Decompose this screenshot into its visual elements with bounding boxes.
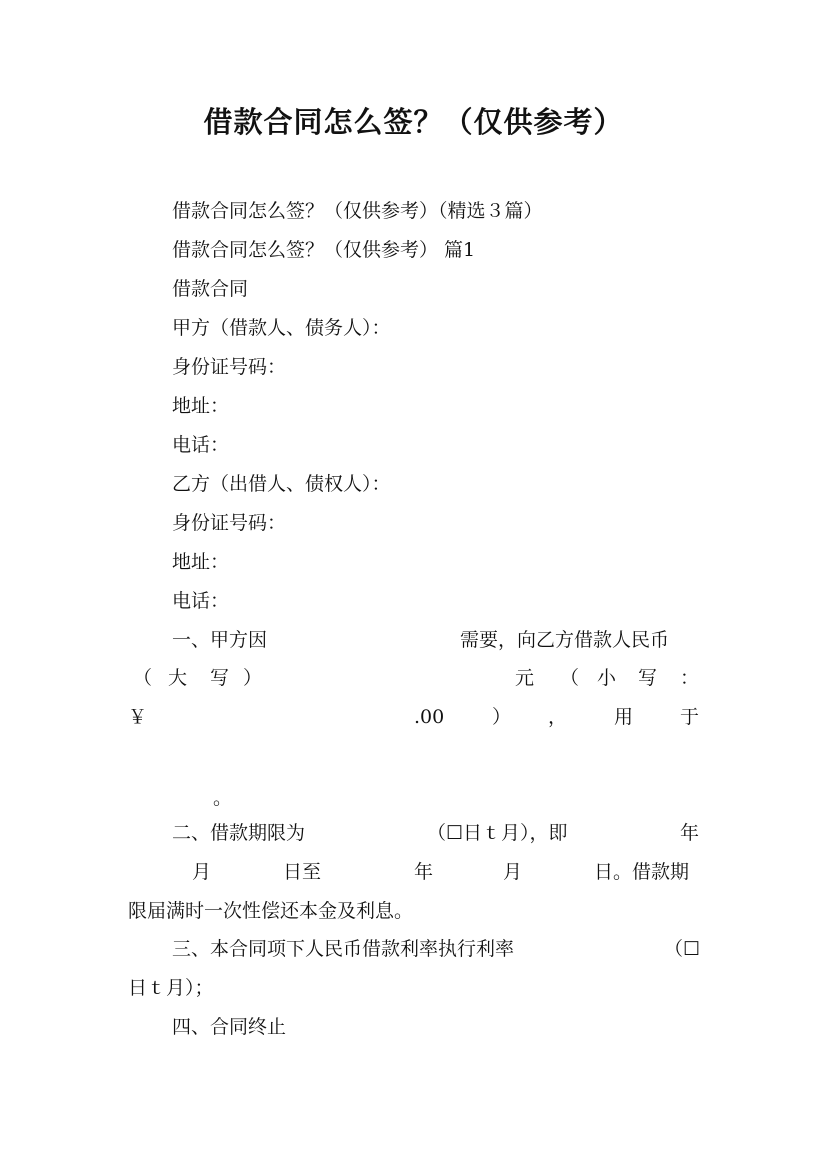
clause2-token: 日。借款期 (594, 861, 690, 883)
clause3-token: （☐ (664, 938, 701, 960)
clause3-end: 日ｔ月）； (128, 977, 214, 999)
clause1-token: 小 (597, 667, 617, 689)
clause4-heading: 四、合同终止 (172, 1016, 287, 1038)
clause2-token: 月 (192, 861, 212, 883)
party-a-label: 甲方（借款人、债务人）： (172, 317, 391, 339)
party-a-id-label: 身份证号码： (172, 356, 287, 378)
page-title: 借款合同怎么签？（仅供参考） (203, 105, 624, 139)
party-b-label: 乙方（出借人、债权人）： (172, 473, 391, 495)
clause1-token: 大 (168, 667, 188, 689)
party-b-address-label: 地址： (172, 551, 230, 573)
clause2-unit: （☐日ｔ月），即 (427, 822, 568, 844)
clause1-token: 写 (210, 667, 230, 689)
clause1-token: ） (492, 706, 512, 728)
clause2-end: 限届满时一次性偿还本金及利息。 (128, 900, 414, 922)
clause1-end: 。 (213, 787, 233, 809)
party-a-phone-label: 电话： (172, 434, 230, 456)
clause2-token: 月 (503, 861, 523, 883)
clause1-token: 于 (680, 706, 700, 728)
clause2-token: 日至 (283, 861, 322, 883)
clause2-token: 年 (414, 861, 434, 883)
clause1-token: （ (133, 667, 153, 689)
contract-name: 借款合同 (172, 278, 249, 300)
clause1-token: 用 (614, 706, 634, 728)
currency-symbol: ￥ (128, 706, 148, 728)
section-heading: 借款合同怎么签？（仅供参考） 篇1 (172, 239, 476, 261)
party-b-phone-label: 电话： (172, 590, 230, 612)
clause2-start: 二、借款期限为 (172, 822, 306, 844)
clause1-token: 元 (515, 667, 535, 689)
clause1-token: ， (548, 706, 568, 728)
party-a-address-label: 地址： (172, 395, 230, 417)
clause1-token: ） (243, 667, 263, 689)
party-b-id-label: 身份证号码： (172, 512, 287, 534)
clause1-purpose-text: 需要，向乙方借款人民币 (460, 629, 670, 651)
amount-decimal: .00 (414, 706, 445, 728)
clause3-start: 三、本合同项下人民币借款利率执行利率 (172, 938, 515, 960)
subtitle-line: 借款合同怎么签？（仅供参考）（精选３篇） (172, 200, 543, 222)
clause1-start: 一、甲方因 (172, 629, 268, 651)
clause2-token: 年 (680, 822, 700, 844)
clause1-token: 写 (638, 667, 658, 689)
clause1-token: （ (560, 667, 580, 689)
clause1-token: ： (680, 667, 700, 689)
